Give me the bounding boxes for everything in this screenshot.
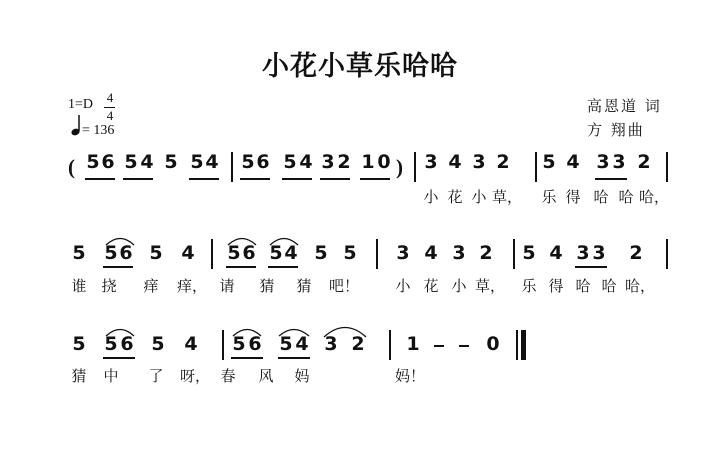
note-5: 5 [542,151,556,173]
note-5: 5 [314,242,328,264]
note-5: 5 [72,333,86,355]
note-2: 2 [496,151,510,173]
barline [231,152,233,182]
note-5: 5 [269,242,283,264]
note-5: 5 [151,333,165,355]
final-barline-thick [521,330,526,360]
lyric-syllable: 请 [219,277,235,295]
note-5: 5 [124,151,138,173]
eighth-beam [231,357,263,359]
lyric-syllable: 风 [258,367,274,385]
eighth-beam [103,357,135,359]
lyric-syllable: 猜 [259,277,275,295]
lyric-syllable: 乐 [541,188,557,206]
key-signature: 1=D [68,97,94,112]
lyric-syllable: 花 [447,188,463,206]
note-6: 6 [242,242,256,264]
note-4: 4 [284,242,298,264]
lyric-syllable: 小 [471,188,487,206]
note-4: 4 [184,333,198,355]
lyric-syllable: 哈 [593,188,609,206]
note-5: 5 [72,242,86,264]
lyric-syllable: 挠 [101,277,117,295]
note-2: 2 [637,151,651,173]
lyric-syllable: 得 [565,188,581,206]
eighth-beam [282,178,312,180]
eighth-beam [278,357,310,359]
lyric-syllable: 中 [103,367,119,385]
note-3: 3 [324,333,338,355]
note-4: 4 [549,242,563,264]
note-4: 4 [566,151,580,173]
lyric-syllable: 哈， [625,277,656,295]
note-5: 5 [522,242,536,264]
lyric-syllable: 乐 [521,277,537,295]
lyric-syllable: 哈 [575,277,591,295]
barline [222,330,224,360]
extension-dash [434,345,444,347]
note-5: 5 [86,151,100,173]
note-0: 0 [486,333,500,355]
note-4: 4 [295,333,309,355]
extension-dash [459,345,469,347]
eighth-beam [240,178,270,180]
barline [376,239,378,269]
repeat-open-paren: ( [68,155,75,179]
final-barline-thin [516,330,518,360]
lyric-syllable: 草， [492,188,523,206]
barline [211,239,213,269]
lyric-syllable: 花 [423,277,439,295]
note-2: 2 [479,242,493,264]
barline [389,330,391,360]
note-5: 5 [104,333,118,355]
note-3: 3 [321,151,335,173]
note-3: 3 [396,242,410,264]
barline [666,152,668,182]
eighth-beam [320,178,350,180]
lyric-syllable: 得 [548,277,564,295]
note-4: 4 [299,151,313,173]
barline [414,152,416,182]
note-4: 4 [448,151,462,173]
lyric-syllable: 小 [451,277,467,295]
note-2: 2 [351,333,365,355]
lyric-syllable: 猜 [296,277,312,295]
note-0: 0 [377,151,391,173]
tempo-value: = 136 [82,123,115,138]
note-3: 3 [472,151,486,173]
note-5: 5 [190,151,204,173]
note-4: 4 [181,242,195,264]
note-5: 5 [149,242,163,264]
lyric-syllable: 痒 [143,277,159,295]
barline [513,239,515,269]
lyric-syllable: 哈， [639,188,670,206]
note-6: 6 [119,242,133,264]
note-4: 4 [140,151,154,173]
eighth-beam [360,178,390,180]
repeat-close-paren: ) [396,155,403,179]
note-5: 5 [279,333,293,355]
note-5: 5 [343,242,357,264]
lyric-syllable: 哈 [618,188,634,206]
lyric-syllable: 妈 [294,367,310,385]
barline [666,239,668,269]
note-3: 3 [576,242,590,264]
eighth-beam [575,266,607,268]
note-6: 6 [120,333,134,355]
eighth-beam [85,178,115,180]
lyric-syllable: 草， [475,277,506,295]
note-6: 6 [101,151,115,173]
quarter-note-icon [70,113,82,137]
lyric-syllable: 痒， [177,277,208,295]
lyric-syllable: 小 [423,188,439,206]
lyricist-credit: 高恩道 词 [587,97,662,115]
note-2: 2 [337,151,351,173]
lyric-syllable: 春 [220,367,236,385]
note-2: 2 [629,242,643,264]
note-6: 6 [256,151,270,173]
eighth-beam [595,178,627,180]
note-3: 3 [452,242,466,264]
note-5: 5 [241,151,255,173]
note-6: 6 [248,333,262,355]
lyric-syllable: 了 [148,367,164,385]
note-3: 3 [424,151,438,173]
eighth-beam [226,266,256,268]
note-1: 1 [406,333,420,355]
note-3: 3 [612,151,626,173]
eighth-beam [189,178,219,180]
lyric-syllable: 吧！ [329,277,360,295]
eighth-beam [268,266,298,268]
time-signature-bottom: 4 [106,108,114,123]
note-5: 5 [232,333,246,355]
note-4: 4 [424,242,438,264]
note-5: 5 [283,151,297,173]
eighth-beam [103,266,133,268]
note-4: 4 [205,151,219,173]
lyric-syllable: 妈！ [395,367,426,385]
composer-credit: 方 翔曲 [587,121,645,139]
note-3: 3 [592,242,606,264]
note-5: 5 [104,242,118,264]
note-5: 5 [227,242,241,264]
barline [535,152,537,182]
lyric-syllable: 谁 [71,277,87,295]
note-3: 3 [596,151,610,173]
lyric-syllable: 猜 [71,367,87,385]
lyric-syllable: 哈 [601,277,617,295]
eighth-beam [123,178,153,180]
lyric-syllable: 呀， [180,367,211,385]
time-signature-top: 4 [106,90,114,105]
note-5: 5 [164,151,178,173]
lyric-syllable: 小 [395,277,411,295]
note-1: 1 [361,151,375,173]
song-title: 小花小草乐哈哈 [262,51,458,82]
